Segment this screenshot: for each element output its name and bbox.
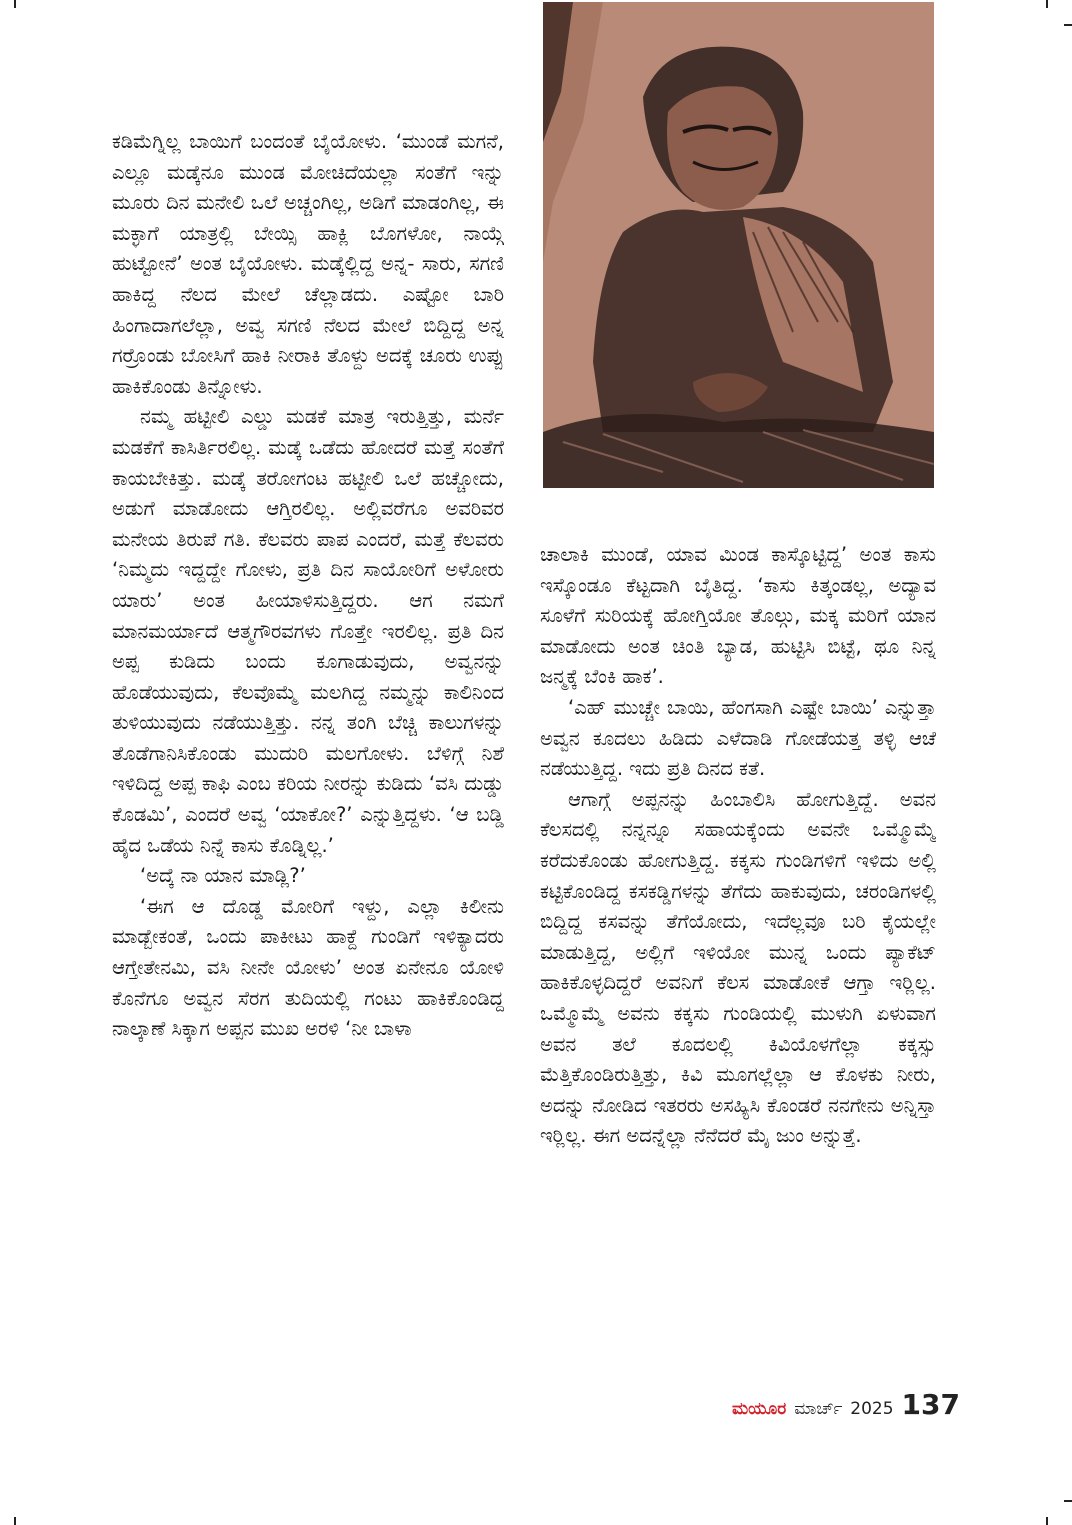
magazine-logo: ಮಯೂರ (731, 1399, 787, 1419)
paragraph: ಆಗಾಗ್ಗೆ ಅಪ್ಪನನ್ನು ಹಿಂಬಾಲಿಸಿ ಹೋಗುತ್ತಿದ್ದೆ. ಅವನ ಕೆಲಸದಲ್ಲಿ ನನ್ನನ್ನೂ ಸಹಾಯಕ್ಕೆಂದು ಅವನೇ ಒಮ್ಮೊಮ್ಮೆ ಕರೆದುಕೊಂಡು ಹೋಗುತ್ತಿದ್ದ. ಕಕ್ಕಸು ಗುಂಡಿಗಳಿಗೆ ಇಳಿದು ಅಲ್ಲಿ ಕಟ್ಟಿಕೊಂಡಿದ್ದ ಕಸಕಡ್ಡಿಗಳನ್ನು ತೆಗೆದು ಹಾಕುವುದು, ಚರಂಡಿಗಳಲ್ಲಿ ಬಿದ್ದಿದ್ದ ಕಸವನ್ನು ತೆಗೆಯೋದು, ಇದೆಲ್ಲವೂ ಬರಿ ಕೈಯಲ್ಲೇ ಮಾಡುತ್ತಿದ್ದ, ಅಲ್ಲಿಗೆ ಇಳಿಯೋ ಮುನ್ನ ಒಂದು ಪ್ಯಾಕೆಟ್ ಹಾಕಿಕೊಳ್ಳದಿದ್ದರೆ ಅವನಿಗೆ ಕೆಲಸ ಮಾಡೋಕೆ ಆಗ್ತಾ ಇರ್‍ಲಿಲ್ಲ. ಒಮ್ಮೊಮ್ಮೆ ಅವನು ಕಕ್ಕಸು ಗುಂಡಿಯಲ್ಲಿ ಮುಳುಗಿ ಏಳುವಾಗ ಅವನ ತಲೆ ಕೂದಲಲ್ಲಿ ಕಿವಿಯೊಳಗೆಲ್ಲಾ ಕಕ್ಕಸ್ಸು ಮೆತ್ತಿಕೊಂಡಿರುತ್ತಿತ್ತು, ಕಿವಿ ಮೂಗಲ್ಲೆಲ್ಲಾ ಆ ಕೊಳಕು ನೀರು, ಅದನ್ನು ನೋಡಿದ ಇತರರು ಅಸಹ್ಯಿಸಿ ಕೊಂಡರೆ ನನಗೇನು ಅನ್ನಿಸ್ತಾ ಇರ್‍ಲಿಲ್ಲ. ಈಗ ಅದನ್ನೆಲ್ಲಾ ನೆನೆದರೆ ಮೈ ಜುಂ ಅನ್ನುತ್ತೆ. (540, 787, 936, 1148)
paragraph: ‘ಅದ್ಕೆ ನಾ ಯಾನ ಮಾಡ್ಲಿ?’ (140, 864, 306, 888)
story-illustration (543, 2, 934, 488)
crop-mark-right-lower (1064, 1500, 1072, 1502)
crop-mark-right-upper (1064, 24, 1072, 26)
paragraph: ‘ಈಗ ಆ ದೊಡ್ಡ ಮೋರಿಗೆ ಇಳ್ದು, ಎಲ್ಲಾ ಕಿಲೀನು ಮಾಡ್ಬೇಕಂತೆ, ಒಂದು ಪಾಕೀಟು ಹಾಕ್ದೆ ಗುಂಡಿಗೆ ಇಳಿಕ್ಯಾದರು ಆಗ್ತೇತೇನಮಿ, ವಸಿ ನೀನೇ ಯೋಳು’ ಅಂತ ಏನೇನೂ ಯೋಳಿ ಕೊನೆಗೂ ಅವ್ವನ ಸೆರಗ ತುದಿಯಲ್ಲಿ ಗಂಟು ಹಾಕಿಕೊಂಡಿದ್ದ ನಾಲ್ಕಾಣೆ ಸಿಕ್ಕಾಗ ಅಪ್ಪನ ಮುಖ ಅರಳಿ ‘ನೀ ಬಾಳಾ (112, 894, 504, 1041)
crop-mark-top-left (14, 0, 16, 8)
article-left-column (112, 127, 504, 1392)
issue-year: 2025 (850, 1399, 894, 1419)
paragraph: ಕಡಿಮೆಗ್ನಿಲ್ಲ ಬಾಯಿಗೆ ಬಂದಂತೆ ಬೈಯೋಳು. ‘ಮುಂಡೆ ಮಗನೆ, ಎಲ್ಲೂ ಮಡ್ಕೆನೂ ಮುಂಡ ಮೋಚಿದೆಯಲ್ಲಾ ಸಂತೆಗೆ ಇನ್ನು ಮೂರು ದಿನ ಮನೇಲಿ ಒಲೆ ಅಚ್ಚಂಗಿಲ್ಲ, ಅಡಿಗೆ ಮಾಡಂಗಿಲ್ಲ, ಈ ಮಕ್ಳಾಗೆ ಯಾತ್ರಲ್ಲಿ ಬೇಯ್ಸಿ ಹಾಕ್ಲಿ ಬೊಗಳೋ, ನಾಯ್ಗೆ ಹುಟ್ಟೋನೆ’ ಅಂತ ಬೈಯೋಳು. ಮಡ್ಕೆಲ್ಲಿದ್ದ ಅನ್ನ- ಸಾರು, ಸಗಣಿ ಹಾಕಿದ್ದ ನೆಲದ ಮೇಲೆ ಚೆಲ್ಲಾಡದು. ಎಷ್ಟೋ ಬಾರಿ ಹಿಂಗಾದಾಗಲೆಲ್ಲಾ, ಅವ್ವ ಸಗಣಿ ನೆಲದ ಮೇಲೆ ಬಿದ್ದಿದ್ದ ಅನ್ನ ಗರ್ರೊಂಡು ಬೋಸಿಗೆ ಹಾಕಿ ನೀರಾಕಿ ತೊಳ್ದು ಅದಕ್ಕೆ ಚೂರು ಉಪ್ಪು ಹಾಕಿಕೊಂಡು ತಿನ್ನೋಳು. (112, 130, 504, 398)
paragraph: ನಮ್ಮ ಹಟ್ಟೀಲಿ ಎಲ್ಡು ಮಡಕೆ ಮಾತ್ರ ಇರುತ್ತಿತ್ತು, ಮರ್ನೆ ಮಡಕೆಗೆ ಕಾಸಿರ್ತಿರಲಿಲ್ಲ. ಮಡ್ಕೆ ಒಡೆದು ಹೋದರೆ ಮತ್ತೆ ಸಂತೆಗೆ ಕಾಯಬೇಕಿತ್ತು. ಮಡ್ಕೆ ತರೋಗಂಟ ಹಟ್ಟೀಲಿ ಒಲೆ ಹಚ್ಚೋದು, ಅಡುಗೆ ಮಾಡೋದು ಆಗ್ತಿರಲಿಲ್ಲ. ಅಲ್ಲಿವರೆಗೂ ಅವರಿವರ ಮನೇಯ ತಿರುಪೆ ಗತಿ. ಕೆಲವರು ಪಾಪ ಎಂದರೆ, ಮತ್ತೆ ಕೆಲವರು ‘ನಿಮ್ಮದು ಇದ್ದದ್ದೇ ಗೋಳು, ಪ್ರತಿ ದಿನ ಸಾಯೋರಿಗೆ ಅಳೋರು ಯಾರು’ ಅಂತ ಹೀಯಾಳಿಸುತ್ತಿದ್ದರು. ಆಗ ನಮಗೆ ಮಾನಮರ್ಯಾದೆ ಆತ್ಮಗೌರವಗಳು ಗೊತ್ತೇ ಇರಲಿಲ್ಲ. ಪ್ರತಿ ದಿನ ಅಪ್ಪ ಕುಡಿದು ಬಂದು ಕೂಗಾಡುವುದು, ಅವ್ವನನ್ನು ಹೊಡೆಯುವುದು, ಕೆಲವೊಮ್ಮೆ ಮಲಗಿದ್ದ ನಮ್ಮನ್ನು ಕಾಲಿನಿಂದ ತುಳಿಯುವುದು ನಡೆಯುತ್ತಿತ್ತು. ನನ್ನ ತಂಗಿ ಬೆಚ್ಚಿ ಕಾಲುಗಳನ್ನು ತೊಡೆಗಾನಿಸಿಕೊಂಡು ಮುದುರಿ ಮಲಗೋಳು. ಬೆಳಿಗ್ಗೆ ನಿಶೆ ಇಳಿದಿದ್ದ ಅಪ್ಪ ಕಾಫಿ ಎಂಬ ಕರಿಯ ನೀರನ್ನು ಕುಡಿದು ‘ವಸಿ ದುಡ್ಡು ಕೊಡಮಿ’, ಎಂದರೆ ಅವ್ವ ‘ಯಾಕೋ?’ ಎನ್ನುತ್ತಿದ್ದಳು. ‘ಆ ಬಡ್ಡಿ ಹೈದ ಒಡೆಯ ನಿನ್ನೆ ಕಾಸು ಕೊಡ್ನಿಲ್ಲ.’ (112, 405, 504, 857)
article-right-column (540, 540, 936, 1382)
page-number: 137 (901, 1388, 960, 1421)
seated-woman-sketch (543, 2, 934, 488)
crop-mark-top-right (1046, 0, 1048, 8)
paragraph: ‘ಎಹ್ ಮುಚ್ಚೇ ಬಾಯಿ, ಹೆಂಗಸಾಗಿ ಎಷ್ಟೇ ಬಾಯಿ’ ಎನ್ನುತ್ತಾ ಅವ್ವನ ಕೂದಲು ಹಿಡಿದು ಎಳೆದಾಡಿ ಗೋಡೆಯತ್ತ ತಳ್ಳಿ ಆಚೆ ನಡೆಯುತ್ತಿದ್ದ. ಇದು ಪ್ರತಿ ದಿನದ ಕತೆ. (540, 695, 936, 781)
page-footer (732, 1388, 960, 1428)
crop-mark-bottom-right (1046, 1517, 1048, 1525)
paragraph: ಚಾಲಾಕಿ ಮುಂಡೆ, ಯಾವ ಮಿಂಡ ಕಾಸ್ಕೊಟ್ಟಿದ್ದ’ ಅಂತ ಕಾಸು ಇಸ್ಕೊಂಡೂ ಕೆಟ್ಟದಾಗಿ ಬೈತಿದ್ದ. ‘ಕಾಸು ಕಿತ್ಕಂಡಲ್ಲ, ಅದ್ಯಾವ ಸೂಳೆಗೆ ಸುರಿಯಕ್ಕೆ ಹೋಗ್ತಿಯೋ ತೊಲ್ಗು, ಮಕ್ಕ ಮರಿಗೆ ಯಾನ ಮಾಡೋದು ಅಂತ ಚಿಂತಿ ಬ್ಯಾಡ, ಹುಟ್ಟಿಸಿ ಬಿಟ್ಟೆ, ಥೂ ನಿನ್ನ ಜನ್ಮಕ್ಕೆ ಬೆಂಕಿ ಹಾಕ’. (540, 543, 936, 689)
issue-month: ಮಾರ್ಚ್ (794, 1399, 843, 1419)
crop-mark-bottom-left (14, 1517, 16, 1525)
